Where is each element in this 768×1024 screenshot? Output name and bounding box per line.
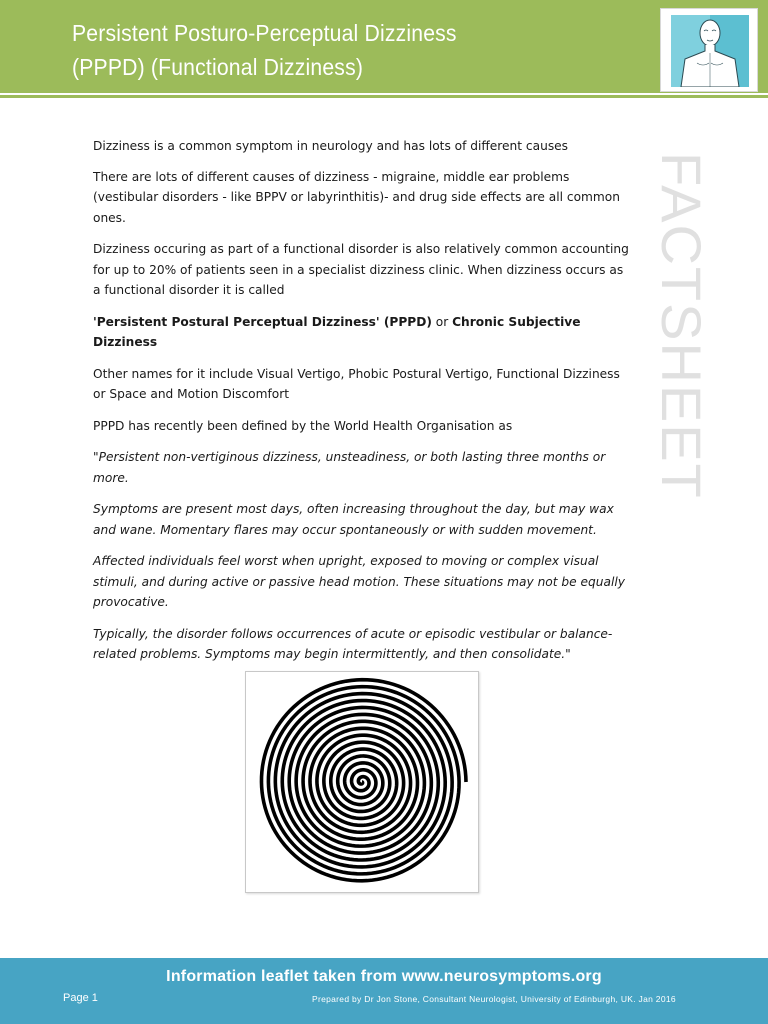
paragraph-who: PPPD has recently been defined by the World Health Organisation as (93, 418, 513, 433)
page-number: Page 1 (63, 992, 98, 1004)
quote-4 (93, 624, 633, 665)
human-figure-icon (671, 15, 749, 87)
quote-4-text: Typically, the disorder follows occurrences of acute or episodic vestibular or balance-related problems. Symptoms may begin intermittently, and then consolidate. (93, 626, 613, 661)
page-title (72, 16, 587, 84)
spiral-illusion-icon (246, 672, 478, 892)
footer-banner (0, 958, 768, 1024)
header-divider (0, 93, 768, 95)
paragraph-intro: Dizziness is a common symptom in neurology and has lots of different causes (93, 139, 569, 153)
logo (660, 8, 758, 92)
quote-3: Affected individuals feel worst when upright, exposed to moving or complex visual stimuli, and during active or passive head motion. These situations may not be equally provocative. (93, 554, 625, 609)
title-line-2: (PPPD) (Functional Dizziness) (72, 54, 364, 80)
csd-term: Chronic Subjective Dizziness (93, 314, 581, 349)
main-content (93, 136, 633, 676)
paragraph-other-names: Other names for it include Visual Vertigo, Phobic Postural Vertigo, Functional Dizziness or Space and Motion Discomfort (93, 366, 620, 401)
quote-1 (93, 447, 633, 488)
footer-credit: Prepared by Dr Jon Stone, Consultant Neurologist, University of Edinburgh, UK. Jan 2016 (312, 994, 676, 1004)
paragraph-names (93, 312, 633, 353)
spiral-path (261, 680, 466, 881)
title-line-1: Persistent Posturo-Perceptual Dizziness (72, 20, 457, 46)
quote-open: " (93, 450, 99, 464)
factsheet-watermark: FACTSHEET (650, 152, 713, 500)
footer-source: Information leaflet taken from www.neurosymptoms.org (166, 968, 602, 985)
spiral-figure (245, 671, 479, 893)
or-text: or (431, 314, 453, 329)
header-banner (0, 0, 768, 98)
quote-2: Symptoms are present most days, often increasing throughout the day, but may wax and wane. Momentary flares may occur spontaneously or with sudden movement. (93, 502, 614, 537)
quote-close: " (565, 647, 571, 661)
pppd-term: 'Persistent Postural Perceptual Dizziness' (PPPD) (93, 314, 432, 329)
paragraph-causes: There are lots of different causes of dizziness - migraine, middle ear problems (vestibular disorders - like BPPV or labyrinthitis)- and drug side effects are all common ones. (93, 169, 620, 225)
quote-1-text: Persistent non-vertiginous dizziness, unsteadiness, or both lasting three months or more. (93, 450, 606, 485)
paragraph-functional: Dizziness occuring as part of a functional disorder is also relatively common accounting for up to 20% of patients seen in a specialist dizziness clinic. When dizziness occurs as a functional disorder it is called (93, 242, 629, 297)
